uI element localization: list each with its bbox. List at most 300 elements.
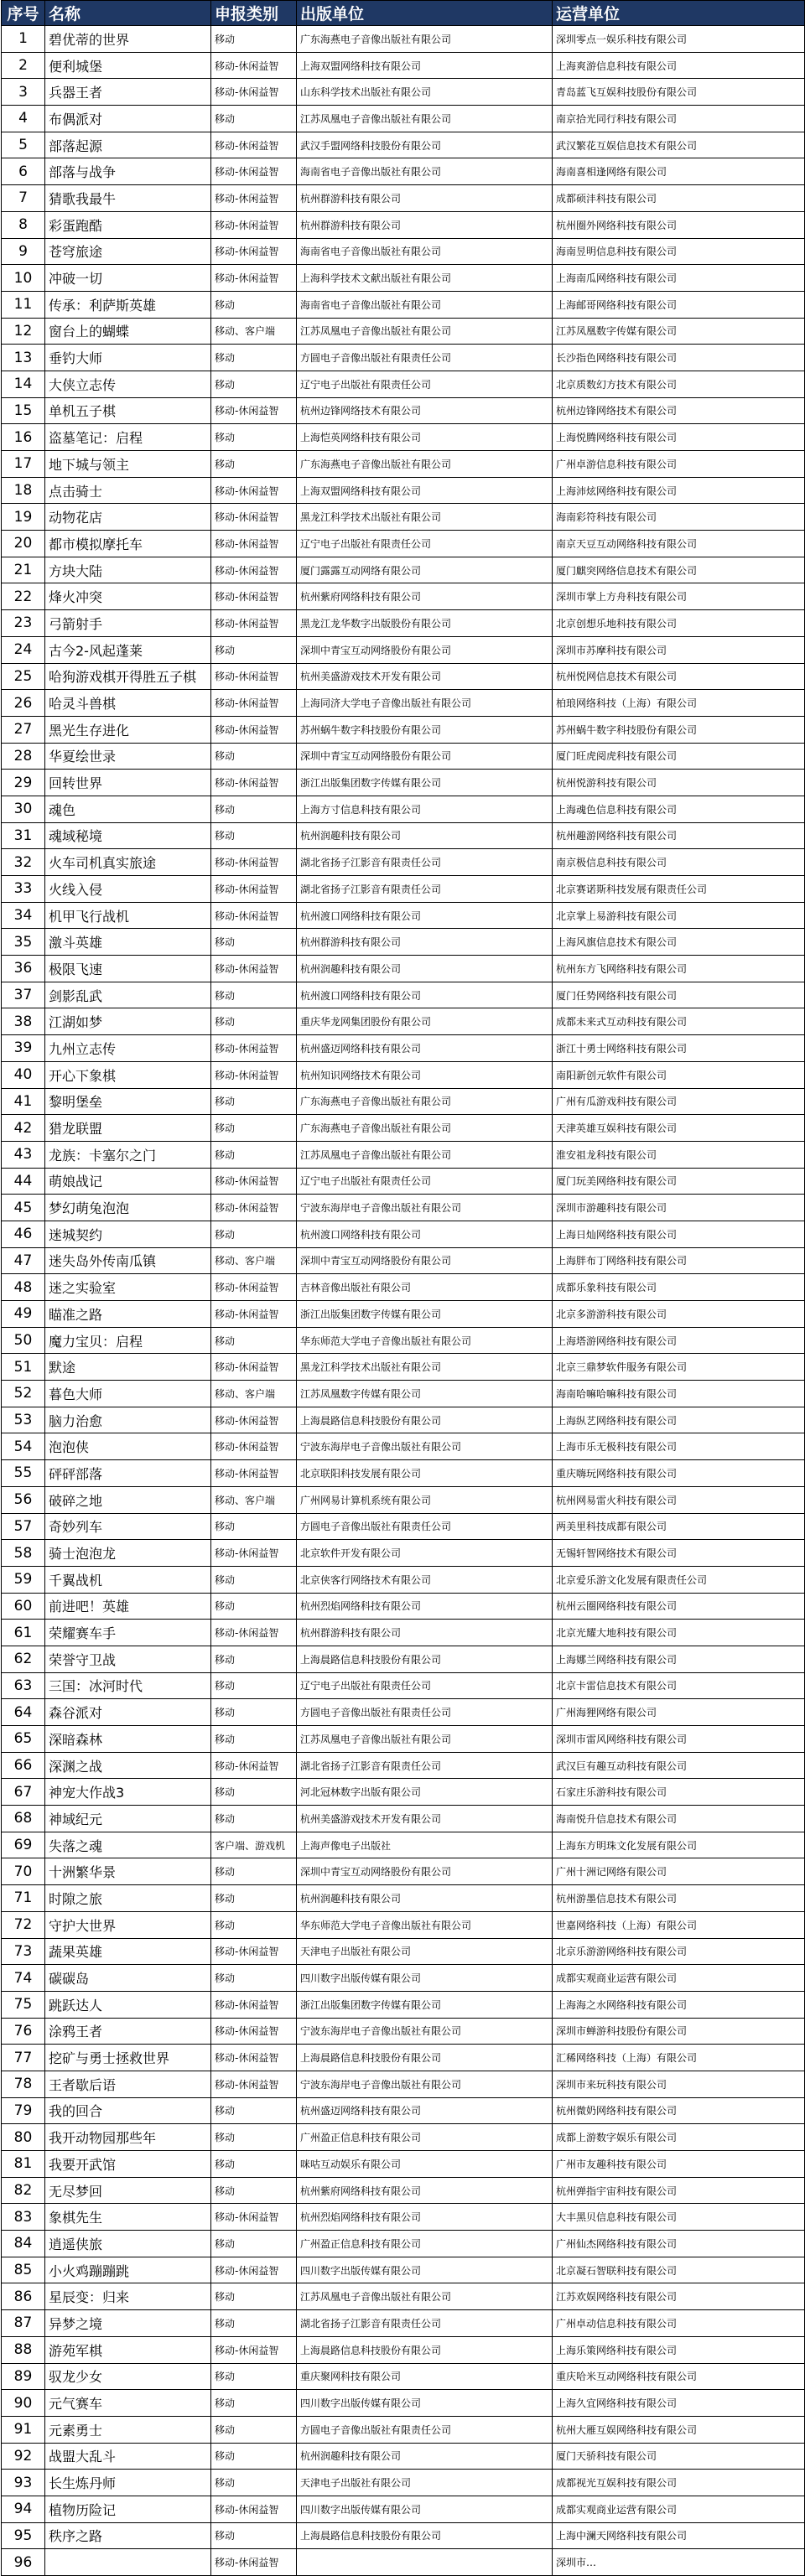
row-number-cell: 3	[2, 79, 45, 106]
game-name-cell: 迷城契约	[45, 1221, 211, 1247]
operator-cell: 北京三鼎梦软件服务有限公司	[553, 1354, 805, 1381]
table-row	[2, 1779, 805, 1806]
operator-cell: 上海南瓜网络科技有限公司	[553, 265, 805, 292]
category-cell: 移动、客户端	[211, 1247, 297, 1274]
game-name-cell: 盗墓笔记：启程	[45, 424, 211, 451]
category-cell: 移动-休闲益智	[211, 238, 297, 265]
category-cell: 移动-休闲益智	[211, 2549, 297, 2576]
category-cell: 移动-休闲益智	[211, 902, 297, 929]
game-name-cell: 冲破一切	[45, 265, 211, 292]
publisher-cell: 四川数字出版传媒有限公司	[297, 2390, 553, 2417]
category-cell: 移动	[211, 1141, 297, 1168]
operator-cell: 杭州云圈网络科技有限公司	[553, 1593, 805, 1620]
operator-cell: 上海乐策网络科技有限公司	[553, 2336, 805, 2363]
table-row	[2, 79, 805, 106]
publisher-cell: 杭州边锋网络技术有限公司	[297, 397, 553, 424]
row-number-cell: 83	[2, 2204, 45, 2231]
row-number-cell: 73	[2, 1938, 45, 1965]
row-number-cell: 47	[2, 1247, 45, 1274]
category-cell: 移动-休闲益智	[211, 2336, 297, 2363]
game-name-cell: 火线入侵	[45, 876, 211, 903]
publisher-cell: 广东海燕电子音像出版社有限公司	[297, 1088, 553, 1115]
publisher-cell: 浙江出版集团数字传媒有限公司	[297, 770, 553, 796]
row-number-cell: 51	[2, 1354, 45, 1381]
row-number-cell: 95	[2, 2522, 45, 2549]
row-number-cell: 16	[2, 424, 45, 451]
row-number-cell: 90	[2, 2390, 45, 2417]
publisher-cell: 江苏凤凰数字传媒有限公司	[297, 1381, 553, 1407]
game-name-cell: 三国：冰河时代	[45, 1672, 211, 1699]
category-cell: 移动-休闲益智	[211, 1460, 297, 1487]
operator-cell: 浙江十勇士网络科技有限公司	[553, 1035, 805, 1062]
publisher-cell: 江苏凤凰电子音像出版社有限公司	[297, 318, 553, 345]
publisher-cell: 山东科学技术出版社有限公司	[297, 79, 553, 106]
row-number-cell: 84	[2, 2231, 45, 2257]
category-cell: 移动	[211, 1646, 297, 1672]
game-name-cell: 极限飞速	[45, 956, 211, 982]
game-name-cell: 弓箭射手	[45, 610, 211, 637]
game-name-cell: 剑影乱武	[45, 982, 211, 1008]
game-name-cell: 时隙之旅	[45, 1885, 211, 1912]
table-row	[2, 1381, 805, 1407]
category-cell: 移动	[211, 2283, 297, 2310]
category-cell: 移动-休闲益智	[211, 770, 297, 796]
category-cell: 移动-休闲益智	[211, 2018, 297, 2045]
category-cell: 移动	[211, 1513, 297, 1540]
category-cell: 移动	[211, 2470, 297, 2496]
operator-cell: 深圳零点一娱乐科技有限公司	[553, 26, 805, 53]
operator-cell: 南京拾光同行科技有限公司	[553, 106, 805, 132]
game-name-cell: 蔬果英雄	[45, 1938, 211, 1965]
table-row	[2, 2018, 805, 2045]
row-number-cell: 62	[2, 1646, 45, 1672]
publisher-cell: 上海晨路信息科技股份有限公司	[297, 2045, 553, 2071]
game-name-cell: 单机五子棋	[45, 397, 211, 424]
table-row	[2, 636, 805, 663]
category-cell: 移动	[211, 1911, 297, 1938]
row-number-cell: 38	[2, 1008, 45, 1035]
table-row	[2, 26, 805, 53]
operator-cell: 海南喜相逢网络有限公司	[553, 158, 805, 185]
operator-cell: 上海娜兰网络科技有限公司	[553, 1646, 805, 1672]
game-name-cell: 骑士泡泡龙	[45, 1540, 211, 1567]
publisher-cell: 咪咕互动娱乐有限公司	[297, 2151, 553, 2178]
row-number-cell: 64	[2, 1699, 45, 1726]
game-name-cell: 异梦之境	[45, 2310, 211, 2337]
game-name-cell: 王者歇后语	[45, 2071, 211, 2097]
row-number-cell: 66	[2, 1752, 45, 1779]
category-cell: 移动-休闲益智	[211, 1035, 297, 1062]
category-cell: 移动-休闲益智	[211, 1354, 297, 1381]
operator-cell: 长沙指色网络科技有限公司	[553, 345, 805, 371]
operator-cell: 北京创想乐地科技有限公司	[553, 610, 805, 637]
table-row	[2, 796, 805, 822]
game-name-cell: 机甲飞行战机	[45, 902, 211, 929]
row-number-cell: 65	[2, 1726, 45, 1753]
publisher-cell: 宁波东海岸电子音像出版社有限公司	[297, 2018, 553, 2045]
category-cell: 移动-休闲益智	[211, 477, 297, 504]
row-number-cell: 32	[2, 849, 45, 876]
row-number-cell: 23	[2, 610, 45, 637]
operator-cell: 杭州边锋网络技术有限公司	[553, 397, 805, 424]
row-number-cell: 50	[2, 1327, 45, 1354]
category-cell: 移动-休闲益智	[211, 849, 297, 876]
row-number-cell: 37	[2, 982, 45, 1008]
table-row	[2, 1486, 805, 1513]
table-row	[2, 2522, 805, 2549]
table-row	[2, 1035, 805, 1062]
game-name-cell: 星辰变：归来	[45, 2283, 211, 2310]
table-row	[2, 2097, 805, 2124]
category-cell: 客户端、游戏机	[211, 1832, 297, 1858]
row-number-cell: 63	[2, 1672, 45, 1699]
row-number-cell: 2	[2, 52, 45, 79]
table-row	[2, 982, 805, 1008]
table-row	[2, 1672, 805, 1699]
publisher-cell: 天津电子出版社有限公司	[297, 2470, 553, 2496]
game-name-cell: 奇妙列车	[45, 1513, 211, 1540]
table-row	[2, 1885, 805, 1912]
operator-cell: 南京天豆互动网络科技有限公司	[553, 531, 805, 557]
game-name-cell: 大侠立志传	[45, 371, 211, 397]
row-number-cell: 41	[2, 1088, 45, 1115]
table-row	[2, 2177, 805, 2204]
game-name-cell: 窗台上的蝴蝶	[45, 318, 211, 345]
table-row	[2, 265, 805, 292]
category-cell: 移动-休闲益智	[211, 1752, 297, 1779]
publisher-cell: 杭州盛迈网络科技有限公司	[297, 1035, 553, 1062]
publisher-cell: 吉林音像出版社有限公司	[297, 1274, 553, 1301]
game-name-cell: 涂鸦王者	[45, 2018, 211, 2045]
operator-cell: 北京质数幻方技术有限公司	[553, 371, 805, 397]
row-number-cell: 53	[2, 1407, 45, 1433]
table-row	[2, 956, 805, 982]
operator-cell: 海南哈嘛哈嘛科技有限公司	[553, 1381, 805, 1407]
row-number-cell: 80	[2, 2124, 45, 2151]
operator-cell: 杭州趣游网络科技有限公司	[553, 822, 805, 849]
category-cell: 移动-休闲益智	[211, 557, 297, 583]
category-cell: 移动-休闲益智	[211, 1301, 297, 1328]
publisher-cell: 方圆电子音像出版社有限责任公司	[297, 345, 553, 371]
category-cell: 移动	[211, 2416, 297, 2443]
table-row	[2, 185, 805, 212]
table-row	[2, 1247, 805, 1274]
row-number-cell: 28	[2, 743, 45, 770]
operator-cell: 广州有瓜游戏科技有限公司	[553, 1088, 805, 1115]
row-number-cell: 48	[2, 1274, 45, 1301]
table-row	[2, 424, 805, 451]
publisher-cell: 广州网易计算机系统有限公司	[297, 1486, 553, 1513]
row-number-cell: 6	[2, 158, 45, 185]
operator-cell: 杭州悦网信息技术有限公司	[553, 663, 805, 690]
category-cell: 移动-休闲益智	[211, 531, 297, 557]
operator-cell: 成都乐象科技有限公司	[553, 1274, 805, 1301]
operator-cell: 青岛蓝飞互娱科技股份有限公司	[553, 79, 805, 106]
approval-list-table	[1, 0, 805, 2576]
publisher-cell: 杭州紫府网络科技有限公司	[297, 2177, 553, 2204]
operator-cell: 武汉巨有趣互动科技有限公司	[553, 1752, 805, 1779]
table-row	[2, 106, 805, 132]
publisher-cell: 深圳中青宝互动网络股份有限公司	[297, 1858, 553, 1885]
row-number-cell: 9	[2, 238, 45, 265]
operator-cell: 广州海狸网络有限公司	[553, 1699, 805, 1726]
operator-cell: 两美里科技成都有限公司	[553, 1513, 805, 1540]
table-row	[2, 2363, 805, 2390]
row-number-cell: 27	[2, 716, 45, 743]
row-number-cell: 36	[2, 956, 45, 982]
category-cell: 移动	[211, 1779, 297, 1806]
publisher-cell: 江苏凤凰电子音像出版社有限公司	[297, 1726, 553, 1753]
header-publisher: 出版单位	[297, 1, 553, 26]
operator-cell: 上海中澜天网络科技有限公司	[553, 2522, 805, 2549]
game-name-cell: 萌娘战记	[45, 1168, 211, 1195]
publisher-cell: 杭州紫府网络科技有限公司	[297, 583, 553, 610]
operator-cell: 成都硕沣科技有限公司	[553, 185, 805, 212]
game-name-cell: 魂色	[45, 796, 211, 822]
table-row	[2, 2071, 805, 2097]
publisher-cell: 广东海燕电子音像出版社有限公司	[297, 1115, 553, 1142]
category-cell: 移动	[211, 2231, 297, 2257]
game-name-cell: 默途	[45, 1354, 211, 1381]
table-row	[2, 1327, 805, 1354]
row-number-cell: 91	[2, 2416, 45, 2443]
row-number-cell: 59	[2, 1566, 45, 1593]
publisher-cell: 杭州渡口网络科技有限公司	[297, 902, 553, 929]
game-name-cell: 挖矿与勇士拯救世界	[45, 2045, 211, 2071]
table-row	[2, 1433, 805, 1460]
row-number-cell: 54	[2, 1433, 45, 1460]
category-cell: 移动	[211, 1088, 297, 1115]
category-cell: 移动	[211, 929, 297, 956]
category-cell: 移动	[211, 291, 297, 318]
operator-cell: 成都视光互娱科技有限公司	[553, 2470, 805, 2496]
table-row	[2, 557, 805, 583]
publisher-cell: 上海科学技术文献出版社有限公司	[297, 265, 553, 292]
category-cell: 移动-休闲益智	[211, 2257, 297, 2283]
operator-cell: 深圳市…	[553, 2549, 805, 2576]
publisher-cell: 辽宁电子出版社有限责任公司	[297, 1672, 553, 1699]
table-row	[2, 291, 805, 318]
game-name-cell: 十洲繁华景	[45, 1858, 211, 1885]
operator-cell: 深圳市来玩科技有限公司	[553, 2071, 805, 2097]
row-number-cell: 13	[2, 345, 45, 371]
operator-cell: 世嘉网络科技（上海）有限公司	[553, 1911, 805, 1938]
operator-cell: 厦门旺虎阅虎科技有限公司	[553, 743, 805, 770]
category-cell: 移动	[211, 2097, 297, 2124]
category-cell: 移动	[211, 2390, 297, 2417]
category-cell: 移动	[211, 1593, 297, 1620]
game-name-cell: 元素勇士	[45, 2416, 211, 2443]
category-cell: 移动-休闲益智	[211, 132, 297, 158]
publisher-cell: 河北冠林数字出版有限公司	[297, 1779, 553, 1806]
publisher-cell: 黑龙江科学技术出版社有限公司	[297, 504, 553, 531]
operator-cell: 广州仙杰网络科技有限公司	[553, 2231, 805, 2257]
table-row	[2, 743, 805, 770]
game-name-cell: 驭龙少女	[45, 2363, 211, 2390]
operator-cell: 淮安祖龙科技有限公司	[553, 1141, 805, 1168]
table-row	[2, 1088, 805, 1115]
table-row	[2, 2151, 805, 2178]
table-row	[2, 2470, 805, 2496]
row-number-cell: 82	[2, 2177, 45, 2204]
category-cell: 移动-休闲益智	[211, 1061, 297, 1088]
category-cell: 移动-休闲益智	[211, 716, 297, 743]
operator-cell: 上海市乐无极科技有限公司	[553, 1433, 805, 1460]
publisher-cell: 厦门露露互动网络有限公司	[297, 557, 553, 583]
operator-cell: 深圳市苏摩科技有限公司	[553, 636, 805, 663]
publisher-cell: 广东海燕电子音像出版社有限公司	[297, 451, 553, 478]
table-row	[2, 716, 805, 743]
table-row	[2, 929, 805, 956]
operator-cell: 上海胖布丁网络科技有限公司	[553, 1247, 805, 1274]
game-name-cell: 便利城堡	[45, 52, 211, 79]
game-name-cell: 开心下象棋	[45, 1061, 211, 1088]
publisher-cell: 湖北省扬子江影音有限责任公司	[297, 2310, 553, 2337]
category-cell: 移动-休闲益智	[211, 1433, 297, 1460]
operator-cell: 上海纵艺网络科技有限公司	[553, 1407, 805, 1433]
game-name-cell: 方块大陆	[45, 557, 211, 583]
table-row	[2, 1726, 805, 1753]
category-cell: 移动-休闲益智	[211, 185, 297, 212]
game-name-cell: 泡泡侠	[45, 1433, 211, 1460]
game-name-cell: 脑力治愈	[45, 1407, 211, 1433]
table-row	[2, 2231, 805, 2257]
operator-cell: 广州市友趣科技有限公司	[553, 2151, 805, 2178]
row-number-cell: 87	[2, 2310, 45, 2337]
table-row	[2, 1593, 805, 1620]
operator-cell: 成都上游数字娱乐有限公司	[553, 2124, 805, 2151]
publisher-cell: 江苏凤凰电子音像出版社有限公司	[297, 1141, 553, 1168]
header-name: 名称	[45, 1, 211, 26]
row-number-cell: 25	[2, 663, 45, 690]
game-name-cell: 千翼战机	[45, 1566, 211, 1593]
operator-cell: 上海东方明珠文化发展有限公司	[553, 1832, 805, 1858]
operator-cell: 厦门玩美网络科技有限公司	[553, 1168, 805, 1195]
category-cell: 移动	[211, 2310, 297, 2337]
row-number-cell: 89	[2, 2363, 45, 2390]
table-row	[2, 1407, 805, 1433]
row-number-cell: 30	[2, 796, 45, 822]
table-row	[2, 2390, 805, 2417]
category-cell: 移动-休闲益智	[211, 52, 297, 79]
table-row	[2, 504, 805, 531]
category-cell: 移动	[211, 1327, 297, 1354]
table-row	[2, 1566, 805, 1593]
publisher-cell: 重庆聚网科技有限公司	[297, 2363, 553, 2390]
category-cell: 移动	[211, 424, 297, 451]
table-row	[2, 1540, 805, 1567]
publisher-cell: 上海双盟网络科技有限公司	[297, 52, 553, 79]
table-row	[2, 1620, 805, 1646]
game-name-cell: 部落与战争	[45, 158, 211, 185]
publisher-cell: 武汉手盟网络科技股份有限公司	[297, 132, 553, 158]
game-name-cell: 部落起源	[45, 132, 211, 158]
category-cell: 移动	[211, 106, 297, 132]
category-cell: 移动-休闲益智	[211, 1274, 297, 1301]
publisher-cell: 北京软件开发有限公司	[297, 1540, 553, 1567]
table-row	[2, 2204, 805, 2231]
row-number-cell: 1	[2, 26, 45, 53]
category-cell: 移动-休闲益智	[211, 397, 297, 424]
row-number-cell: 58	[2, 1540, 45, 1567]
table-row	[2, 1274, 805, 1301]
table-row	[2, 1195, 805, 1221]
operator-cell: 北京凝石智联科技有限公司	[553, 2257, 805, 2283]
row-number-cell: 15	[2, 397, 45, 424]
table-row	[2, 876, 805, 903]
category-cell: 移动	[211, 345, 297, 371]
operator-cell: 杭州大雁互娱网络科技有限公司	[553, 2416, 805, 2443]
row-number-cell: 72	[2, 1911, 45, 1938]
category-cell: 移动	[211, 2151, 297, 2178]
table-row	[2, 1832, 805, 1858]
table-row	[2, 318, 805, 345]
category-cell: 移动	[211, 451, 297, 478]
publisher-cell: 苏州蜗牛数字科技股份有限公司	[297, 716, 553, 743]
operator-cell: 杭州东方飞网络科技有限公司	[553, 956, 805, 982]
row-number-cell: 77	[2, 2045, 45, 2071]
operator-cell: 上海久宜网络科技有限公司	[553, 2390, 805, 2417]
publisher-cell: 杭州润趣科技有限公司	[297, 822, 553, 849]
operator-cell: 上海塔游网络科技有限公司	[553, 1327, 805, 1354]
row-number-cell: 96	[2, 2549, 45, 2576]
category-cell: 移动-休闲益智	[211, 504, 297, 531]
publisher-cell: 上海双盟网络科技有限公司	[297, 477, 553, 504]
publisher-cell: 杭州烈焰网络科技有限公司	[297, 1593, 553, 1620]
game-name-cell: 黑光生存进化	[45, 716, 211, 743]
operator-cell: 北京光耀大地科技有限公司	[553, 1620, 805, 1646]
operator-cell: 柏琅网络科技（上海）有限公司	[553, 690, 805, 717]
operator-cell: 上海沛炫网络科技有限公司	[553, 477, 805, 504]
game-name-cell: 江湖如梦	[45, 1008, 211, 1035]
row-number-cell: 12	[2, 318, 45, 345]
game-name-cell: 象棋先生	[45, 2204, 211, 2231]
publisher-cell: 辽宁电子出版社有限责任公司	[297, 1168, 553, 1195]
operator-cell: 江苏欢娱网络科技有限公司	[553, 2283, 805, 2310]
game-name-cell: 迷失岛外传南瓜镇	[45, 1247, 211, 1274]
row-number-cell: 71	[2, 1885, 45, 1912]
operator-cell: 深圳市掌上方舟科技有限公司	[553, 583, 805, 610]
table-row	[2, 158, 805, 185]
game-name-cell: 都市模拟摩托车	[45, 531, 211, 557]
operator-cell: 天津英雄互娱科技有限公司	[553, 1115, 805, 1142]
game-name-cell: 火车司机真实旅途	[45, 849, 211, 876]
game-name-cell: 迷之实验室	[45, 1274, 211, 1301]
table-row	[2, 1752, 805, 1779]
game-name-cell: 元气赛车	[45, 2390, 211, 2417]
publisher-cell: 上海声像电子出版社	[297, 1832, 553, 1858]
table-row	[2, 610, 805, 637]
row-number-cell: 33	[2, 876, 45, 903]
table-row	[2, 2416, 805, 2443]
publisher-cell: 湖北省扬子江影音有限责任公司	[297, 849, 553, 876]
game-name-cell: 碳碳岛	[45, 1965, 211, 1992]
row-number-cell: 70	[2, 1858, 45, 1885]
row-number-cell: 75	[2, 1991, 45, 2018]
row-number-cell: 94	[2, 2496, 45, 2522]
operator-cell: 杭州圈外网络科技有限公司	[553, 211, 805, 238]
table-row	[2, 2257, 805, 2283]
category-cell: 移动-休闲益智	[211, 79, 297, 106]
publisher-cell: 辽宁电子出版社有限责任公司	[297, 531, 553, 557]
row-number-cell: 7	[2, 185, 45, 212]
operator-cell: 广州卓动信息科技有限公司	[553, 2310, 805, 2337]
category-cell: 移动-休闲益智	[211, 1168, 297, 1195]
publisher-cell: 海南省电子音像出版社有限公司	[297, 291, 553, 318]
operator-cell: 上海悦腾网络科技有限公司	[553, 424, 805, 451]
publisher-cell: 杭州烈焰网络科技有限公司	[297, 2204, 553, 2231]
category-cell: 移动	[211, 636, 297, 663]
